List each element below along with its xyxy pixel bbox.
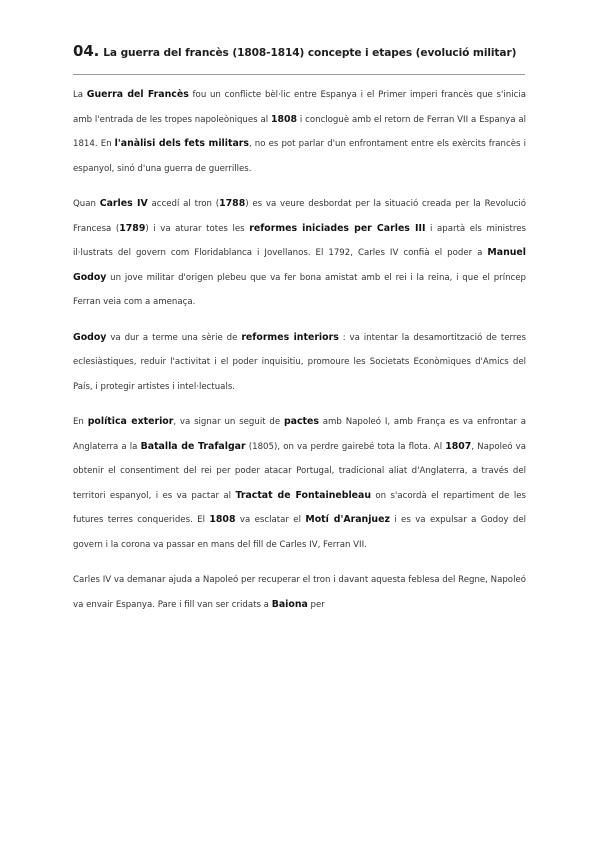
text-run: , no es pot parlar d'un enfrontament entre els exèrcits francès i espanyol, sinó d'una guerra de guerrilles. <box>73 139 526 174</box>
paragraph-4 <box>73 410 526 557</box>
document-title <box>73 42 516 60</box>
text-run: i concloguè amb el retorn de Ferran VII a Espanya al 1814. En <box>73 114 526 149</box>
bold-term: Tractat de Fontainebleau <box>235 489 372 501</box>
text-run: , va signar un seguit de <box>173 417 284 427</box>
text-run: Carles IV va demanar ajuda a Napoleó per recuperar el tron i davant aquesta feblesa del Regne, Napoleó va envair Espanya. Pare i fill van ser cridats a <box>73 575 526 610</box>
paragraph-1 <box>73 83 526 181</box>
bold-term: Guerra del Francès <box>86 89 189 100</box>
text-run: i apartà els ministres il·lustrats del govern com Floridablanca i Jovellanos. El 1792, Carles IV confià el poder a <box>73 223 527 258</box>
bold-term: Batalla de Trafalgar <box>140 440 246 452</box>
bold-term: Carles IV <box>99 198 148 209</box>
bold-term: 1789 <box>119 222 146 234</box>
text-run: un jove militar d'origen plebeu que va fer bona amistat amb el rei i la reina, i que el príncep Ferran veia com a amenaça. <box>73 272 526 307</box>
text-run: amb Napoleó I, amb França es va enfrontar a Anglaterra a la <box>73 417 526 452</box>
paragraph-5 <box>73 568 526 617</box>
title-divider <box>73 74 525 75</box>
bold-term: 1808 <box>270 113 298 125</box>
bold-term: política exterior <box>87 416 174 427</box>
document-body <box>73 83 526 628</box>
bold-term: Baiona <box>271 598 308 610</box>
text-run: va dur a terme una sèrie de <box>106 332 242 343</box>
text-run: ) es va veure desbordat per la situació creada per la Revolució Francesa ( <box>73 199 526 234</box>
bold-term: reformes interiors <box>241 331 339 343</box>
text-run: (1805), on va perdre gairebé tota la flota. Al <box>245 441 446 452</box>
text-run: i es va expulsar a Godoy del govern i la corona va passar en mans del fill de Carles IV, Ferran VII. <box>73 515 526 550</box>
text-run: Quan <box>73 199 100 209</box>
bold-term: pactes <box>283 416 319 427</box>
text-run: per <box>307 599 325 610</box>
bold-term: 1788 <box>219 198 246 209</box>
title-text: La guerra del francès (1808-1814) concepte i etapes (evolució militar) <box>103 47 517 59</box>
bold-term: Manuel Godoy <box>73 247 526 283</box>
text-run: on s'acordà el repartiment de les futures terres conquerides. El <box>73 490 526 525</box>
paragraph-3 <box>73 326 526 400</box>
text-run: En <box>73 417 88 427</box>
text-run: accedí al tron ( <box>147 199 220 209</box>
text-run: fou un conflicte bèl·lic entre Espanya i el Primer imperi francès que s'inicia amb l'entrada de les tropes napoleòniques al <box>73 90 526 125</box>
bold-term: reformes iniciades per Carles III <box>249 222 426 234</box>
text-run: ) i va aturar totes les <box>145 223 250 234</box>
paragraph-2 <box>73 192 526 315</box>
text-run: : va intentar la desamortització de terres eclesiàstiques, reduir l'activitat i el poder inquisitiu, promoure les Societats Econòmiques d'Amics del País, i protegir artistes i intel·lectuals. <box>73 332 526 392</box>
title-number: 04. <box>73 42 100 60</box>
bold-term: Motí d'Aranjuez <box>305 514 390 525</box>
text-run: va esclatar el <box>235 515 306 525</box>
bold-term: 1808 <box>209 514 236 525</box>
bold-term: l'anàlisi dels fets militars <box>114 138 249 149</box>
text-run: , Napoleó va obtenir el consentiment del rei per poder atacar Portugal, tradicional aliat d'Anglaterra, a través del territori espanyol, i es va pactar al <box>73 441 526 501</box>
text-run: La <box>73 90 87 100</box>
bold-term: 1807 <box>445 440 472 452</box>
bold-term: Godoy <box>73 331 107 343</box>
